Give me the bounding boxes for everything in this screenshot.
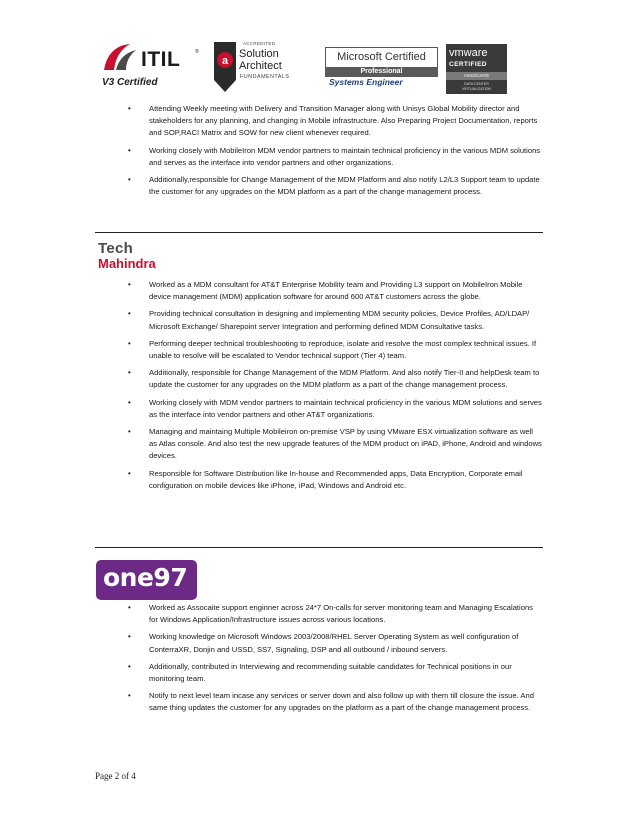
svg-text:a: a (221, 55, 229, 67)
sa-solution: Solution (239, 48, 279, 60)
page-number: Page 2 of 4 (95, 771, 136, 781)
ms-systems-engineer-text: Systems Engineer (329, 77, 403, 87)
section-2-bullets (0, 279, 543, 497)
bullet-icon: • (128, 427, 131, 437)
list-item: • Additionally,responsible for Change Management of the MDM Platform and also notify L2/L3 Support team to update the customer for any upgrades on the MDM platform as a part of the change management process. (128, 175, 540, 197)
bullet-icon: • (128, 338, 131, 348)
itil-word: ITIL (141, 48, 181, 71)
solution-architect-badge (210, 38, 316, 96)
list-item: • Managing and maintaing Multiple Mobileiron on-premise VSP by using VMware ESX virtualization software as well as Atlas console. And also test the new upgrade features of the MDM product on iPAD, iPhone, Android and windows devices. (128, 427, 542, 461)
list-item: • Worked as a MDM consultant for AT&T Enterprise Mobility team and Providing L3 support on MobileIron Mobile device management (MDM) application software for around 600 AT&T customers across the globe. (128, 280, 523, 302)
bullet-icon: • (128, 661, 131, 671)
list-item: • Worked as Assocaite support enginner across 24*7 On-calls for server monitoring team and Managing Escalations for Windows Application/Infrastructure issues across various locations. (128, 603, 533, 625)
bullet-icon: • (128, 145, 131, 155)
vmware-certified: CERTIFIED (449, 61, 487, 68)
bullet-icon: • (128, 175, 131, 185)
bullet-icon: • (128, 691, 131, 701)
section-3-bullets (0, 602, 543, 720)
list-item: • Additionally, contributed in Interviewing and recommending suitable candidates for Technical positions in our monitoring team. (128, 661, 512, 684)
vmware-associate: ASSOCIATE (446, 72, 507, 80)
vmware-dcv-line1: DATA CENTER (464, 82, 489, 86)
list-item: • Attending Weekly meeting with Delivery and Transition Manager along with Unisys Global Mobility director and stakeholders for any planning, and changing in Mobile infrastructure. Also Preparing Project Documentation, reports and SOP,RACI Matrix and SOW for new client whenever required. (128, 104, 538, 138)
list-item: • Working closely with MobileIron MDM vendor partners to maintain technical proficiency in the various MDM solutions and serves as the interface into vendor partners and other organizations. (128, 145, 541, 167)
list-item: • Working closely with MDM vendor partners to maintain technical proficiency in the various MDM solutions and serves as the interface into vendor partners and other AT&T organizations. (128, 397, 542, 419)
itil-swoosh-icon (100, 40, 140, 76)
microsoft-certified-badge (325, 47, 438, 91)
list-item: • Additionally, responsible for Change Management of the MDM Platform. And also notify Tier-II and helpDesk team to update the customer for any upgrades on the MDM platform as a part of the change management process. (128, 368, 540, 390)
section-divider (95, 232, 543, 233)
list-item: • Notify to next level team incase any services or server down and also follow up with them till closure the issue. And same thing updates the customer for any upgrades on the platform as a part of the change management process. (128, 691, 534, 713)
bullet-icon: • (128, 397, 131, 407)
section-divider (95, 547, 543, 548)
tm-tech-text: Tech (98, 240, 134, 257)
list-item: • Providing technical consultation in designing and implementing MDM security policies, Device Profiles, AD/LDAP/ Microsoft Exchange/ Sharepoint server Integration and performing defined MDM Consultative tasks. (128, 309, 530, 331)
vmware-dcv (446, 82, 507, 92)
itil-logo (96, 38, 204, 94)
sa-accredited: ACCREDITED (243, 41, 276, 46)
bullet-icon: • (128, 280, 131, 289)
bullet-icon: • (128, 104, 131, 113)
list-item: • Responsible for Software Distribution like In-house and Recommended apps, Data Encryption, Corporate email configuration on mobile devices like iPhone, iPad, Windows and Android etc. (128, 468, 523, 490)
bullet-icon: • (128, 368, 131, 378)
one97-logo (96, 560, 197, 600)
vmware-dcv-line2: VIRTUALIZATION (461, 87, 492, 91)
bullet-icon: • (128, 468, 131, 478)
itil-v3-certified: V3 Certified (102, 77, 158, 88)
bullet-icon: • (128, 603, 131, 612)
bullet-icon: • (128, 632, 131, 642)
itil-registered: ® (195, 49, 199, 55)
sa-shield-icon (212, 40, 238, 94)
sa-architect: Architect (239, 60, 282, 72)
list-item: • Working knowledge on Microsoft Windows 2003/2008/RHEL Server Operating System as well configuration of ConterraXR, Donjin and USSD, SS7, Signaling, DSP and all outbound / inbound servers. (128, 632, 519, 654)
ms-professional-text: Professional (325, 67, 438, 77)
vmware-logo: vmware (449, 47, 488, 59)
section-1-bullets (0, 103, 543, 203)
tm-mahindra-text: Mahindra (98, 256, 156, 271)
tech-mahindra-logo (98, 240, 182, 274)
list-item: • Performing deeper technical troubleshooting to reproduce, isolate and resolve the most complex technical issues. If unable to resolve will be escalated to Vendor technical support (Tier 4) team. (128, 338, 537, 361)
bullet-icon: • (128, 309, 131, 319)
one97-text: one97 (103, 563, 188, 592)
ms-certified-text: Microsoft Certified (325, 47, 438, 68)
vmware-certified-badge (446, 44, 507, 94)
sa-fundamentals: FUNDAMENTALS (240, 74, 290, 80)
